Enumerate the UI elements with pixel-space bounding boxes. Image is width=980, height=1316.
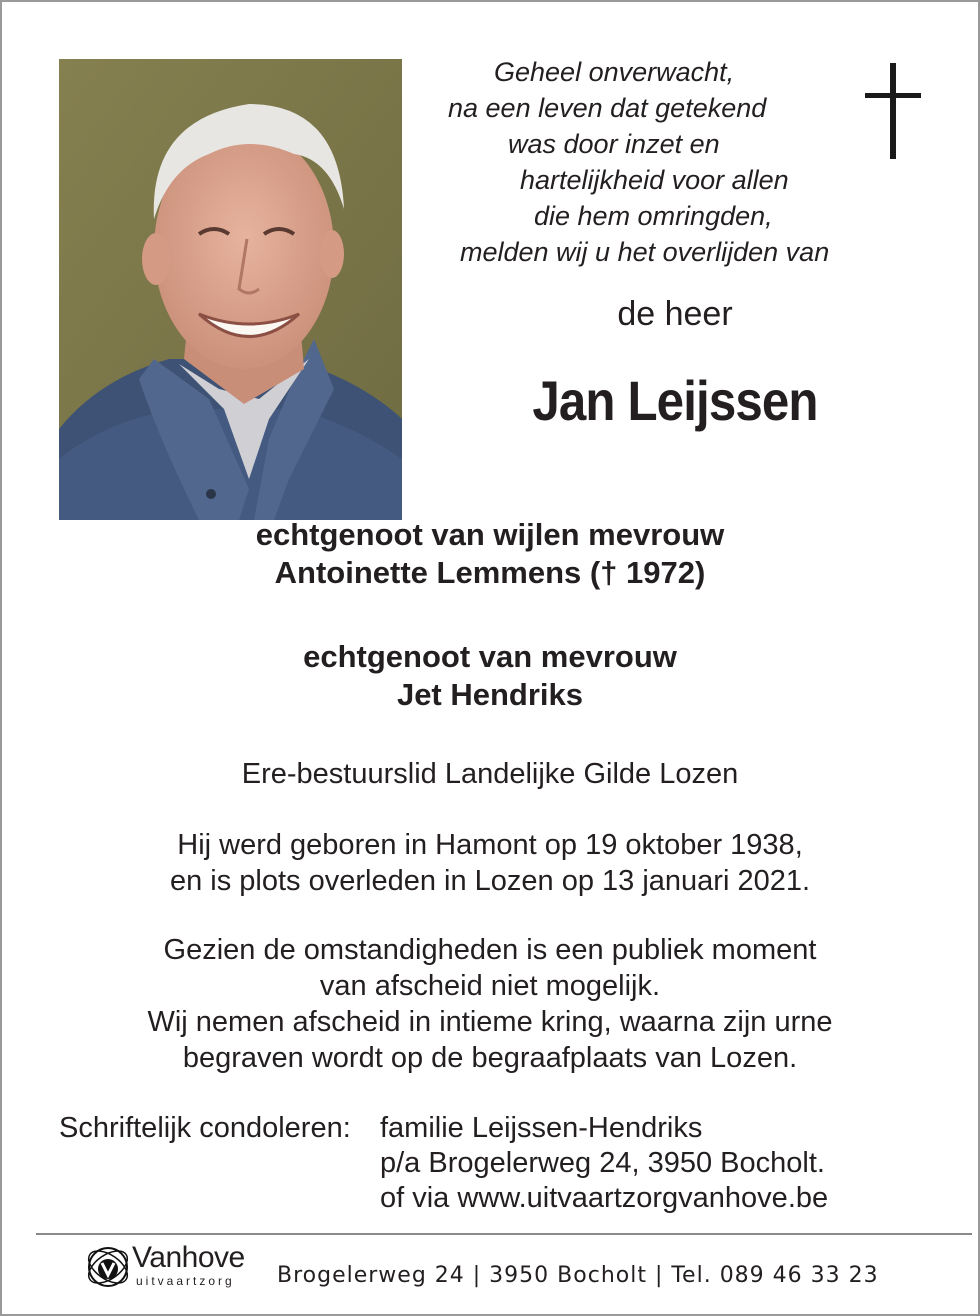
condolences-website[interactable]: of via www.uitvaartzorgvanhove.be [380, 1182, 829, 1214]
condolences-label: Schriftelijk condoleren: [59, 1112, 351, 1144]
deceased-name: Jan Leijssen [532, 369, 818, 432]
honorary-title: Ere-bestuurslid Landelijke Gilde Lozen [241, 758, 739, 790]
relation-first-line2: Antoinette Lemmens († 1972) [274, 555, 706, 590]
footer-address: Brogelerweg 24 | 3950 Bocholt | Tel. 089 46 33 23 [277, 1263, 879, 1288]
poem-line: was door inzet en [508, 129, 720, 159]
relation-second-line1: echtgenoot van mevrouw [303, 639, 677, 674]
poem-line: na een leven dat getekend [448, 93, 767, 123]
death-line: en is plots overleden in Lozen op 13 januari 2021. [169, 865, 811, 897]
cross-icon [865, 63, 921, 159]
logo-subtitle: uitvaartzorg [136, 1274, 235, 1288]
ceremony-line: Gezien de omstandigheden is een publiek moment [163, 934, 817, 966]
poem-line: die hem omringden, [534, 201, 773, 231]
poem-line: hartelijkheid voor allen [520, 165, 789, 195]
relation-second [0, 638, 980, 714]
logo-name: Vanhove [132, 1241, 245, 1274]
dates-block [0, 827, 980, 899]
ceremony-line: Wij nemen afscheid in intieme kring, waarna zijn urne [147, 1006, 833, 1038]
relation-second-line2: Jet Hendriks [396, 677, 584, 712]
birth-line: Hij werd geboren in Hamont op 19 oktober 1938, [177, 829, 803, 861]
footer-divider [36, 1233, 972, 1235]
condolences-family: familie Leijssen-Hendriks [380, 1112, 703, 1144]
ceremony-line: van afscheid niet mogelijk. [319, 970, 661, 1002]
relation-first [0, 516, 980, 592]
portrait-photo [59, 59, 402, 520]
poem-line: Geheel onverwacht, [494, 57, 735, 87]
vanhove-logo [84, 1241, 264, 1291]
poem-line: melden wij u het overlijden van [460, 237, 830, 267]
logo-emblem-icon [84, 1243, 132, 1291]
ceremony-line: begraven wordt op de begraafplaats van Lozen. [182, 1042, 798, 1074]
relation-first-line1: echtgenoot van wijlen mevrouw [255, 517, 725, 552]
ceremony-block [0, 932, 980, 1076]
condolences-address: p/a Brogelerweg 24, 3950 Bocholt. [380, 1147, 825, 1179]
deceased-title: de heer [617, 295, 733, 333]
